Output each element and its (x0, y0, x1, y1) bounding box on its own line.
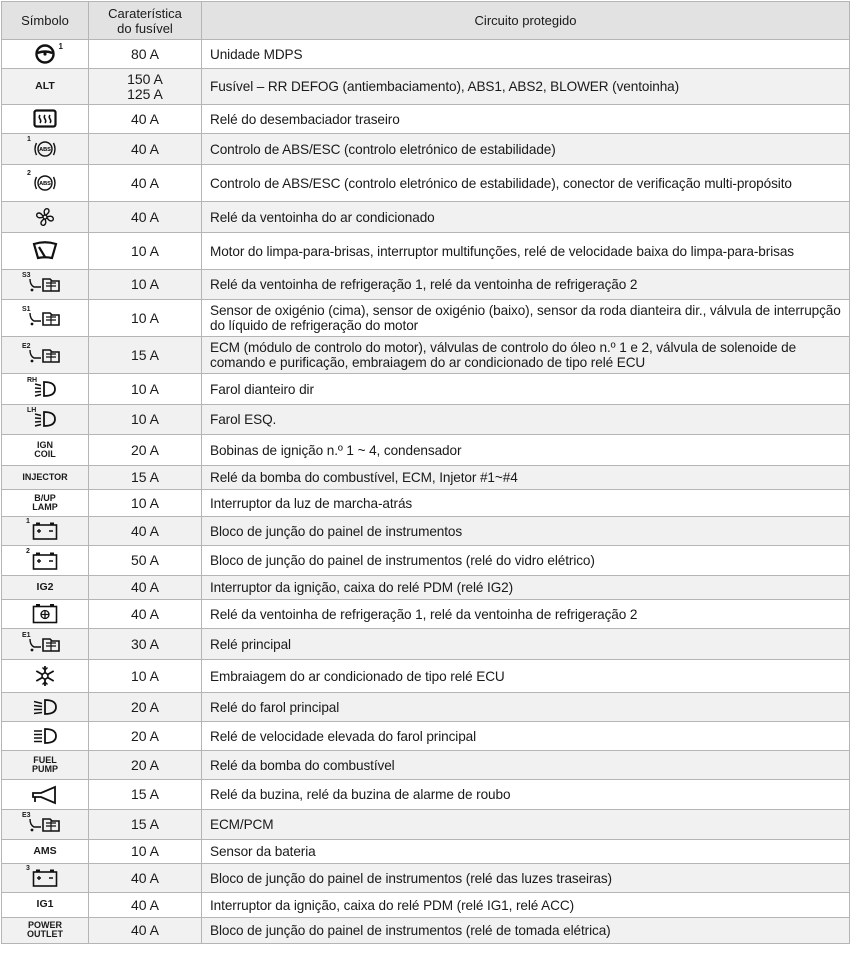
symbol-cell (2, 780, 89, 810)
rating-value: 20 A (130, 727, 160, 744)
symbol-superscript: 1 (27, 136, 31, 143)
rating-value: 80 A (130, 45, 160, 62)
symbol-cell (2, 722, 89, 751)
symbol-label: FUEL PUMP (31, 754, 58, 774)
rating-cell (89, 693, 202, 722)
symbol-superscript: S3 (22, 272, 31, 280)
circuit-cell: Interruptor da ignição, caixa do relé PDM (relé IG2) (202, 576, 850, 600)
engine-icon (22, 631, 62, 653)
symbol-cell (2, 105, 89, 134)
rating-cell (89, 105, 202, 134)
symbol-cell (2, 165, 89, 202)
header-rating: Caraterística do fusível (89, 2, 202, 40)
rating-value: 50 A (130, 552, 160, 568)
table-row (2, 840, 850, 864)
symbol-cell (2, 660, 89, 693)
rating-value: 10 A (130, 309, 160, 326)
table-row (2, 270, 850, 300)
symbol-cell (2, 546, 89, 576)
engine-icon (22, 272, 62, 293)
symbol-label: POWER OUTLET (27, 920, 63, 940)
rating-cell (89, 405, 202, 435)
circuit-cell: Relé da buzina, relé da buzina de alarme de roubo (202, 780, 850, 810)
symbol-cell (2, 233, 89, 270)
rating-value: 10 A (130, 843, 160, 859)
rating-value: 150 A (127, 70, 163, 87)
symbol-superscript: E1 (22, 631, 31, 639)
symbol-cell (2, 693, 89, 722)
rating-value: 10 A (130, 494, 160, 511)
rating-value: 15 A (130, 469, 160, 485)
symbol-cell (2, 840, 89, 864)
rating-cell (89, 202, 202, 233)
rating-cell (89, 435, 202, 466)
low-beam-icon (32, 698, 58, 716)
rating-value: 10 A (130, 242, 160, 259)
circuit-cell: Relé da bomba do combustível (202, 751, 850, 780)
symbol-cell (2, 893, 89, 918)
circuit-cell: Controlo de ABS/ESC (controlo eletrónico de estabilidade) (202, 134, 850, 165)
table-row (2, 693, 850, 722)
table-row (2, 165, 850, 202)
rating-cell (89, 69, 202, 105)
rating-cell (89, 918, 202, 944)
rating-cell (89, 751, 202, 780)
circuit-cell: Farol ESQ. (202, 405, 850, 435)
symbol-cell (2, 600, 89, 629)
table-row (2, 40, 850, 69)
wiper-icon (32, 241, 58, 261)
rating-cell (89, 722, 202, 751)
rating-value: 40 A (130, 579, 160, 595)
circuit-cell: Controlo de ABS/ESC (controlo eletrónico de estabilidade), conector de verificação multi-propósito (202, 165, 850, 202)
headlamp-icon (27, 376, 57, 398)
symbol-superscript: 1 (58, 42, 63, 51)
rating-value: 10 A (130, 411, 160, 427)
circuit-cell: Farol dianteiro dir (202, 374, 850, 405)
circuit-cell: Embraiagem do ar condicionado de tipo relé ECU (202, 660, 850, 693)
symbol-label: ALT (35, 79, 55, 92)
circuit-cell: Sensor da bateria (202, 840, 850, 864)
rating-cell (89, 374, 202, 405)
symbol-superscript: 2 (26, 547, 30, 555)
symbol-label: IG2 (36, 580, 54, 593)
symbol-cell (2, 629, 89, 660)
symbol-cell (2, 270, 89, 300)
rating-value: 15 A (130, 346, 160, 363)
symbol-cell (2, 517, 89, 546)
symbol-label: AMS (33, 844, 57, 857)
table-row (2, 780, 850, 810)
symbol-cell (2, 202, 89, 233)
rating-value: 40 A (130, 522, 160, 539)
symbol-superscript: 3 (26, 865, 30, 872)
rating-value: 40 A (130, 605, 160, 622)
table-row (2, 629, 850, 660)
rating-cell (89, 629, 202, 660)
table-row (2, 202, 850, 233)
symbol-superscript: 1 (26, 518, 30, 525)
engine-icon (22, 342, 62, 364)
rating-value: 15 A (130, 786, 160, 802)
circuit-cell: ECM/PCM (202, 810, 850, 840)
rating-cell (89, 546, 202, 576)
symbol-superscript: LH (27, 407, 37, 415)
abs-icon (27, 136, 57, 159)
symbol-cell (2, 810, 89, 840)
rating-value: 10 A (130, 667, 160, 684)
table-row (2, 105, 850, 134)
circuit-cell: Relé principal (202, 629, 850, 660)
rating-value: 40 A (130, 208, 160, 225)
symbol-cell (2, 405, 89, 435)
symbol-superscript: E3 (22, 812, 31, 820)
symbol-cell (2, 918, 89, 944)
steering-icon (34, 42, 63, 64)
circuit-cell: Bobinas de ignição n.º 1 ~ 4, condensador (202, 435, 850, 466)
headlamp-icon (27, 407, 57, 428)
circuit-cell: Motor do limpa-para-brisas, interruptor multifunções, relé de velocidade baixa do limpa-para-brisas (202, 233, 850, 270)
table-row (2, 69, 850, 105)
abs-icon (27, 170, 57, 193)
symbol-cell (2, 337, 89, 374)
rating-cell (89, 300, 202, 337)
table-row (2, 576, 850, 600)
rating-cell (89, 780, 202, 810)
table-row (2, 751, 850, 780)
svg-text:ABS: ABS (39, 147, 51, 154)
rating-cell (89, 517, 202, 546)
table-row (2, 405, 850, 435)
table-row (2, 466, 850, 490)
table-row (2, 546, 850, 576)
table-row (2, 722, 850, 751)
rating-cell (89, 134, 202, 165)
circuit-cell: Fusível – RR DEFOG (antiembaciamento), ABS1, ABS2, BLOWER (ventoinha) (202, 69, 850, 105)
circuit-cell: Unidade MDPS (202, 40, 850, 69)
circuit-cell: Relé do farol principal (202, 693, 850, 722)
rating-value: 40 A (130, 869, 160, 886)
circuit-cell: Bloco de junção do painel de instrumentos (202, 517, 850, 546)
table-row (2, 810, 850, 840)
rating-cell (89, 165, 202, 202)
symbol-superscript: 2 (27, 170, 31, 177)
circuit-cell: Bloco de junção do painel de instrumentos (relé das luzes traseiras) (202, 864, 850, 893)
rating-cell (89, 233, 202, 270)
engine-icon (22, 305, 62, 327)
rating-cell (89, 490, 202, 517)
circuit-cell: ECM (módulo de controlo do motor), válvulas de controlo do óleo n.º 1 e 2, válvula de solenoide de comando e purificação, embraiagem do ar condicionado de tipo relé ECU (202, 337, 850, 374)
rating-value: 40 A (130, 110, 160, 127)
rating-cell (89, 270, 202, 300)
symbol-cell (2, 490, 89, 517)
symbol-cell (2, 751, 89, 780)
table-row (2, 864, 850, 893)
symbol-cell (2, 576, 89, 600)
rating-value: 30 A (130, 635, 160, 652)
circuit-cell: Relé de velocidade elevada do farol principal (202, 722, 850, 751)
battery-icon (26, 865, 58, 888)
circuit-cell: Relé da ventoinha de refrigeração 1, relé da ventoinha de refrigeração 2 (202, 270, 850, 300)
rating-cell (89, 864, 202, 893)
circuit-cell: Bloco de junção do painel de instrumentos (relé do vidro elétrico) (202, 546, 850, 576)
rating-cell (89, 600, 202, 629)
table-row (2, 374, 850, 405)
fan-icon (34, 206, 56, 228)
cooling-fan-icon (32, 603, 58, 625)
battery-icon (26, 518, 58, 541)
rating-value: 40 A (130, 174, 160, 191)
engine-icon (22, 812, 62, 833)
circuit-cell: Relé da bomba do combustível, ECM, Injetor #1~#4 (202, 466, 850, 490)
table-row (2, 134, 850, 165)
symbol-label: IGN COIL (34, 439, 56, 459)
rating-cell (89, 576, 202, 600)
symbol-superscript: RH (27, 376, 38, 384)
circuit-cell: Relé da ventoinha do ar condicionado (202, 202, 850, 233)
rating-value: 40 A (130, 896, 160, 913)
rating-value: 20 A (130, 756, 160, 773)
table-row (2, 660, 850, 693)
svg-text:ABS: ABS (39, 181, 51, 188)
symbol-label: IG1 (36, 898, 54, 911)
symbol-superscript: S1 (22, 305, 31, 313)
rating-cell (89, 466, 202, 490)
table-row (2, 233, 850, 270)
rating-value: 20 A (130, 441, 160, 458)
symbol-cell (2, 435, 89, 466)
symbol-cell (2, 300, 89, 337)
symbol-superscript: E2 (22, 342, 31, 350)
symbol-cell (2, 864, 89, 893)
table-row (2, 490, 850, 517)
rating-value: 40 A (130, 140, 160, 157)
header-symbol: Símbolo (2, 2, 89, 40)
table-row (2, 337, 850, 374)
rating-cell (89, 40, 202, 69)
rating-cell (89, 810, 202, 840)
horn-icon (31, 785, 59, 805)
snowflake-icon (34, 665, 56, 687)
symbol-label: INJECTOR (22, 471, 68, 482)
rating-value: 20 A (130, 698, 160, 715)
header-circuit: Circuito protegido (202, 2, 850, 40)
high-beam-icon (32, 727, 58, 745)
circuit-cell: Relé da ventoinha de refrigeração 1, relé da ventoinha de refrigeração 2 (202, 600, 850, 629)
rating-value: 125 A (127, 85, 163, 102)
circuit-cell: Relé do desembaciador traseiro (202, 105, 850, 134)
symbol-cell (2, 374, 89, 405)
symbol-cell (2, 69, 89, 105)
table-row (2, 600, 850, 629)
circuit-cell: Sensor de oxigénio (cima), sensor de oxigénio (baixo), sensor da roda dianteira dir., válvula de interrupção do líquido de refrigeração do motor (202, 300, 850, 337)
rating-value: 40 A (130, 922, 160, 938)
symbol-cell (2, 466, 89, 490)
circuit-cell: Bloco de junção do painel de instrumentos (relé de tomada elétrica) (202, 918, 850, 944)
rating-cell (89, 893, 202, 918)
table-row (2, 300, 850, 337)
symbol-label: B/UP LAMP (32, 492, 58, 512)
symbol-cell (2, 134, 89, 165)
rating-value: 10 A (130, 276, 160, 292)
rating-value: 10 A (130, 380, 160, 397)
circuit-cell: Interruptor da ignição, caixa do relé PDM (relé IG1, relé ACC) (202, 893, 850, 918)
fuse-table (1, 1, 850, 944)
rating-cell (89, 337, 202, 374)
battery-icon (26, 547, 58, 571)
table-header (2, 2, 850, 40)
table-row (2, 517, 850, 546)
rating-cell (89, 840, 202, 864)
symbol-cell (2, 40, 89, 69)
table-row (2, 435, 850, 466)
circuit-cell: Interruptor da luz de marcha-atrás (202, 490, 850, 517)
table-row (2, 918, 850, 944)
rear-defrost-icon (33, 109, 57, 129)
rating-value: 15 A (130, 816, 160, 832)
rating-cell (89, 660, 202, 693)
table-row (2, 893, 850, 918)
